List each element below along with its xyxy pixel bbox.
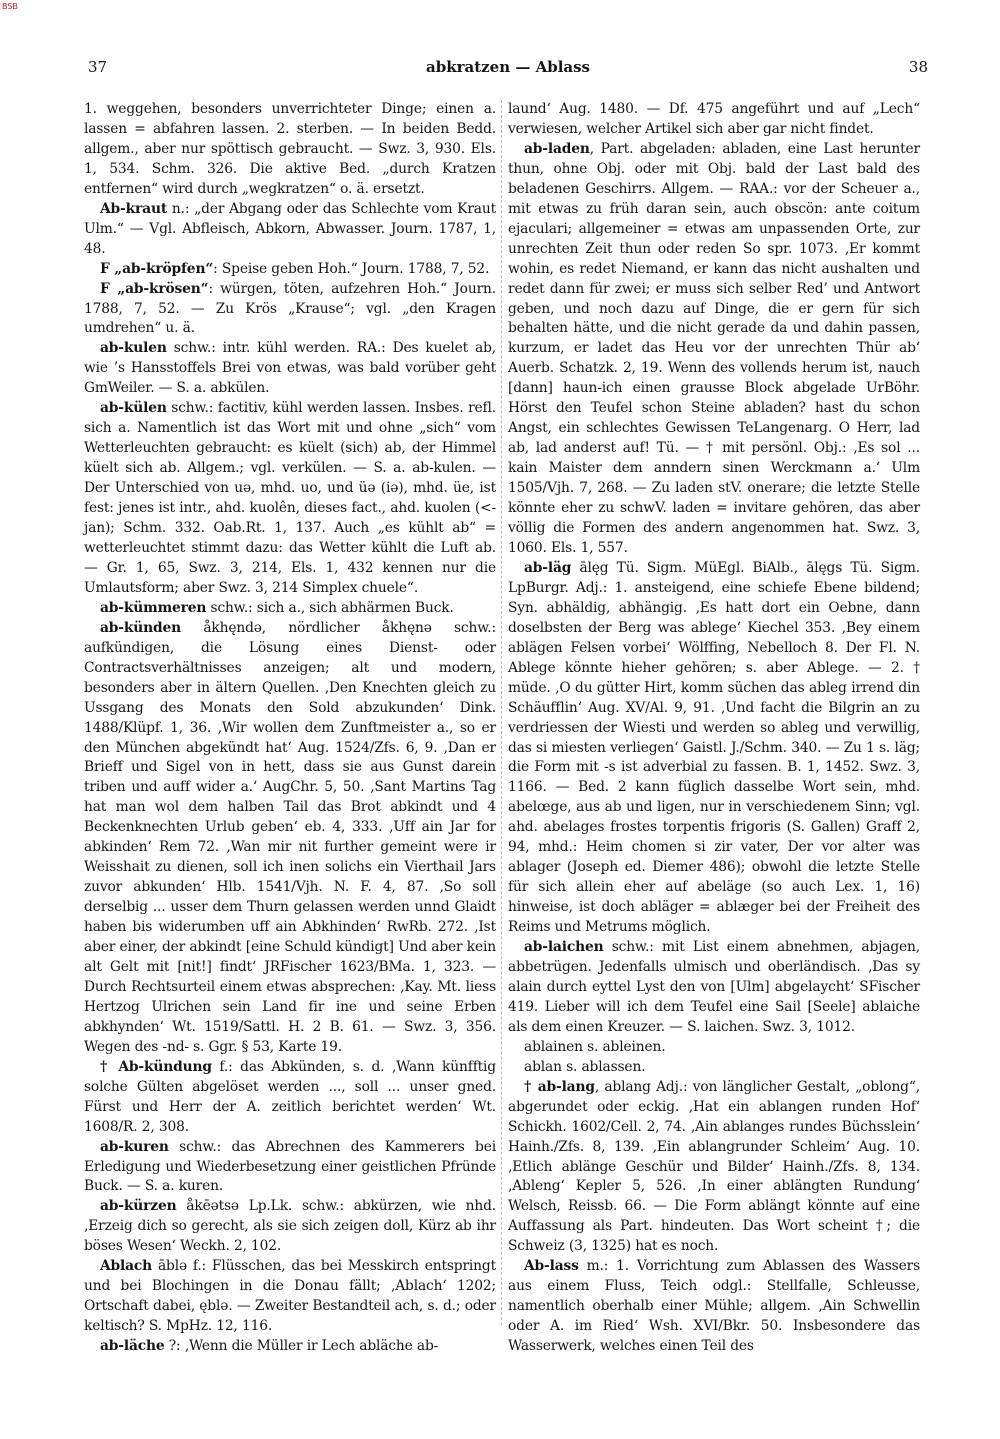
entry-text: ablainen s. ableinen. (524, 1038, 666, 1055)
entry-headword: ab-laden (524, 140, 590, 157)
dictionary-entry (508, 1058, 920, 1078)
entry-headword: Ab-lass (524, 1258, 579, 1275)
dictionary-entry (84, 100, 496, 200)
dictionary-entry (84, 200, 496, 260)
entry-text: laund‘ Aug. 1480. — Df. 475 angeführt und auf „Lech“ verwiesen, welcher Artikel sich aber gar nicht findet. (508, 101, 920, 137)
entry-text: ablan s. ablassen. (524, 1058, 646, 1075)
entry-text: ālęg Tü. Sigm. MüEgl. BiAlb., ālęgs Tü. Sigm. LpBurgr. Adj.: 1. ansteigend, eine schiefe Ebene bildend; Syn. abhäldig, abhängig. ‚Es hatt dort ein Oebne, dann doselbsten der Berg was ablege‘ Kiechel 353. ‚Bey einem ablägen Felsen vorbei‘ Wölffing, Nebelloch 8. Der Fl. N. Ablege könnte hieher gehören; s. aber Ablege. — 2. † müde. ‚O du gütter Hirt, komm süchen das ableg irrend din Schäufflin‘ Aug. XV/Al. 9, 91. ‚Und facht die Bilgrin an zu verdriessen der Wiesti und werden so ableg und verwillig, das si miesten verliegen‘ Gaistl. J./Schm. 340. — Zu 1 s. läg; die Form mit -s ist adverbial zu fassen. B. 1, 1452. Swz. 3, 1166. — Bed. 2 kann füglich dasselbe Wort sein, mhd. abelœge, aus ab und ligen, nur in verschiedenem Sinn; vgl. ahd. abelages frostes torpentis frigoris (S. Gallen) Graff 2, 94, mhd.: Heim chomen si zir vater, Der vor alter was ablager (Joseph ed. Diemer 486); obwohl die letzte Stelle für sich allein eher auf abeläge (so auch Lex. 1, 16) hinweise, ist doch abläger = ablæger bei der Freiheit des Reims und Metrums möglich. (508, 559, 920, 936)
entry-headword: ab-laichen (524, 939, 604, 956)
dictionary-entry (84, 1058, 496, 1138)
library-watermark: BSB (2, 2, 18, 11)
column-divider (501, 100, 502, 1325)
entry-headword: F „ab-kröpfen“ (100, 260, 214, 277)
dictionary-entry (84, 1138, 496, 1198)
entry-headword: ab-kürzen (100, 1198, 177, 1215)
dictionary-entry (84, 619, 496, 1058)
dictionary-entry (84, 280, 496, 340)
entry-headword: ab-kulen (100, 340, 167, 357)
entry-text: schw.: intr. kühl werden. RA.: Des kuelet ab, wie ’s Hansstoffels Brei von etwas, was bald vorüber geht GmWeiler. — S. a. abkülen. (84, 340, 496, 397)
entry-text: āblə f.: Flüsschen, das bei Messkirch entspringt und bei Blochingen in die Donau fällt; ‚Ablach‘ 1202; Ortschaft dabei, ęblə. — Zweiter Bestandteil ach, s. d.; oder keltisch? S. MpHz. 12, 116. (84, 1258, 496, 1335)
entry-text: : Speise geben Hoh.“ Journ. 1788, 7, 52. (213, 260, 490, 277)
entry-text: schw.: factitiv, kühl werden lassen. Insbes. refl. sich a. Namentlich ist das Wort mit und ohne „sich“ vom Wetterleuchten gebraucht: es küelt (sich) ab, der Himmel küelt sich ab. Allgem.; vgl. verkülen. — S. a. ab-kulen. — Der Unterschied von uə, mhd. uo, und üə (iə), mhd. üe, ist fest: jenes ist intr., ahd. kuolên, dieses fact., ahd. kuolen (<-jan); Schm. 332. Oab.Rt. 1, 137. Auch „es kühlt ab“ = wetterleuchtet stimmt dazu: das Wetter kühlt die Luft ab. — Gr. 1, 65, Swz. 3, 214, Els. 1, 432 kennen nur die Umlautsform; aber Swz. 3, 214 Simplex chuele“. (84, 400, 496, 596)
entry-text: schw.: sich a., sich abhärmen Buck. (206, 599, 454, 616)
dictionary-entry (84, 339, 496, 399)
dictionary-entry (508, 1257, 920, 1357)
dictionary-entry (508, 938, 920, 1038)
entry-text: ?: ‚Wenn die Müller ir Lech abläche ab- (164, 1338, 439, 1355)
dictionary-entry (508, 1038, 920, 1058)
dictionary-entry (84, 599, 496, 619)
entry-text: m.: 1. Vorrichtung zum Ablassen des Wassers aus einem Fluss, Teich odgl.: Stellfalle, Schleusse, namentlich oberhalb einer Mühle; allgem. ‚Ain Schwellin oder A. im Ried‘ Wsh. XVI/Bkr. 50. Insbesondere das Wasserwerk, welches einen Teil des (508, 1258, 920, 1355)
entry-headword: ab-läg (524, 559, 572, 576)
entry-text: : würgen, töten, aufzehren Hoh.“ Journ. 1788, 7, 52. — Zu Krös „Krause“; vgl. „den Kragen umdrehen“ u. ä. (84, 280, 496, 337)
dictionary-entry (84, 1337, 496, 1357)
entry-headword: ab-külen (100, 400, 167, 417)
entry-headword: ab-läche (100, 1338, 165, 1355)
entry-text: åkhęndə, nördlicher åkhęnə schw.: aufkündigen, die Lösung eines Dienst- oder Contractsverhältnisses anzeigen; alt und modern, besonders aber in ältern Quellen. ‚Den Knechten gleich zu Ussgang des Monats den Sold abzukunden‘ Dink. 1488/Klüpf. 1, 36. ‚Wir wollen dem Zunftmeister a., so er den München abgekündt hat‘ Aug. 1524/Zfs. 6, 9. ‚Dan er Brieff und Sigel von in hett, dass sie aus Gunst darein triben und auff wider a.‘ AugChr. 5, 50. ‚Sant Martins Tag hat man wol dem halben Tail das Brot abkindt und 4 Beckenknechten Urlub geben‘ eb. 4, 333. ‚Uff ain Jar for abkinden‘ Rem 72. ‚Wan mir nit further gemeint were ir Weisshait zu dienen, soll ich inen solichs ein Vierthail Jars zuvor abkunden‘ Hlb. 1541/Vjh. N. F. 4, 87. ‚So soll derselbig ... usser dem Thurn gelassen werden unnd Glaidt haben bis widerumben uff ain Abkhinden‘ RwRb. 272. ‚Ist aber einer, der abkindt [eine Schuld kündigt] Und aber kein alt Gelt mit [nit!] findt‘ JRFischer 1623/BMa. 1, 323. — Durch Rechtsurteil einem etwas absprechen: ‚Kay. Mt. liess Hertzog Ulrichen sein Land fir ine und seine Erben abkhynden‘ Wt. 1519/Sattl. H. 2 B. 61. — Swz. 3, 356. Wegen des -nd- s. Ggr. § 53, Karte 19. (84, 619, 496, 1055)
dictionary-entry (508, 1078, 920, 1258)
entry-headword: ab-kümmeren (100, 599, 207, 616)
dictionary-entry (508, 100, 920, 140)
entry-text: schw.: das Abrechnen des Kammerers bei Erledigung und Wiederbesetzung einer geistlichen Pfründe Buck. — S. a. kuren. (84, 1138, 496, 1195)
page-number-left: 37 (88, 58, 108, 76)
dictionary-entry (508, 559, 920, 938)
entry-text: n.: „der Abgang oder das Schlechte vom Kraut Ulm.“ — Vgl. Abfleisch, Abkorn, Abwasser. Journ. 1787, 1, 48. (84, 200, 496, 257)
entry-text: schw.: mit List einem abnehmen, abjagen, abbetrügen. Jedenfalls ulmisch und oberländisch. ‚Das sy alain durch eyttel Lyst den von [Ulm] abgelaycht‘ SFischer 419. Lieber will ich dem Teufel eine Sail [Seele] ablaiche als dem einen Kreuzer. — S. laichen. Swz. 3, 1012. (508, 939, 920, 1035)
entry-text: 1. weggehen, besonders unverrichteter Dinge; einen a. lassen = abfahren lassen. 2. sterben. — In beiden Bedd. allgem., aber nur spöttisch gebraucht. — Swz. 3, 930. Els. 1, 534. Schm. 326. Die aktive Bed. „durch Kratzen entfernen“ wird durch „wegkratzen“ o. ä. ersetzt. (84, 101, 496, 197)
dictionary-entry (508, 140, 920, 559)
entry-headword: † Ab-kündung (100, 1058, 212, 1075)
dictionary-entry (84, 1197, 496, 1257)
running-head (88, 58, 928, 80)
dictionary-entry (84, 399, 496, 599)
right-column (508, 100, 920, 1357)
left-column (84, 100, 496, 1357)
entry-text: , Part. abgeladen: abladen, eine Last herunter thun, ohne Obj. oder mit Obj. bald der Last bald des beladenen Geschirrs. Allgem. — RAA.: vor der Scheuer a., mit etwas zu früh daran sein, auch obscön: ante coitum ejaculari; allgemeiner = etwas am unpassenden Orte, zur unrechten Zeit thun oder reden So spr. 1073. ‚Er kommt wohin, es redet Niemand, er kann das nicht aushalten und redet dann für zwei; er muss sich selber Red’ und Antwort geben, und noch dazu auf Dinge, die er gern für sich behalten hätte, und die nicht gerade da und dahin passen, kurzum, er ladet das Heu vor der unrechten Thür ab‘ Auerb. Schatzk. 2, 19. Wenn des vollends herum ist, nauch [dann] haun-ich einen grausse Block abgelade UrBöhr. Hörst den Teufel schon Steine abladen? hast du schon Angst, ein schlechtes Gewissen TeLangenarg. O Herr, lad ab, lad anderst auf! Tü. — † mit persönl. Obj.: ‚Es sol ... kain Maister dem anndern sinen Werckmann a.‘ Ulm 1505/Vjh. 7, 268. — Zu laden stV. onerare; die letzte Stelle könnte eher zu schwV. laden = invitare gehören, das aber völlig die Formen des andern angenommen hat. Swz. 3, 1060. Els. 1, 557. (508, 140, 920, 556)
entry-headword: Ab-kraut (100, 200, 168, 217)
entry-text: f.: das Abkünden, s. d. ‚Wann künfftig solche Gülten abgelöset werden ..., soll ... unser gned. Fürst und Herr der A. zeitlich berichtet werden‘ Wt. 1608/R. 2, 308. (84, 1058, 496, 1135)
dictionary-entry (84, 1257, 496, 1337)
entry-headword: F „ab-krösen“ (100, 280, 209, 297)
entry-headword: † ab-lang (524, 1078, 595, 1095)
page-number-right: 38 (908, 58, 928, 76)
entry-text: , ablang Adj.: von länglicher Gestalt, „oblong“, abgerundet oder eckig. ‚Hat ein ablangen runden Hof‘ Schickh. 1602/Cell. 2, 74. ‚Ain ablanges rundes Büchsslein‘ Hainh./Zfs. 8, 139. ‚Ein ablangrunder Schleim‘ Aug. 10. ‚Etlich ablänge Geschür und Bilder‘ Hainh./Zfs. 8, 134. ‚Ableng‘ Kepler 5, 526. ‚In einer ablängten Rundung‘ Welsch, Reissb. 66. — Die Form ablängt könnte auf eine Auffassung als Part. hindeuten. Das Wort scheint †; die Schweiz (3, 1325) hat es noch. (508, 1078, 920, 1255)
entry-text: åkēətsə Lp.Lk. schw.: abkürzen, wie nhd. ‚Erzeig dich so gerecht, als sie sich zeigen doll, Kürz ab ihr böses Wesen‘ Weckh. 2, 102. (84, 1198, 496, 1255)
entry-headword: Ablach (100, 1258, 153, 1275)
dictionary-entry (84, 260, 496, 280)
entry-headword: ab-kuren (100, 1138, 169, 1155)
entry-headword: ab-künden (100, 619, 182, 636)
page-title: abkratzen — Ablass (426, 58, 590, 76)
